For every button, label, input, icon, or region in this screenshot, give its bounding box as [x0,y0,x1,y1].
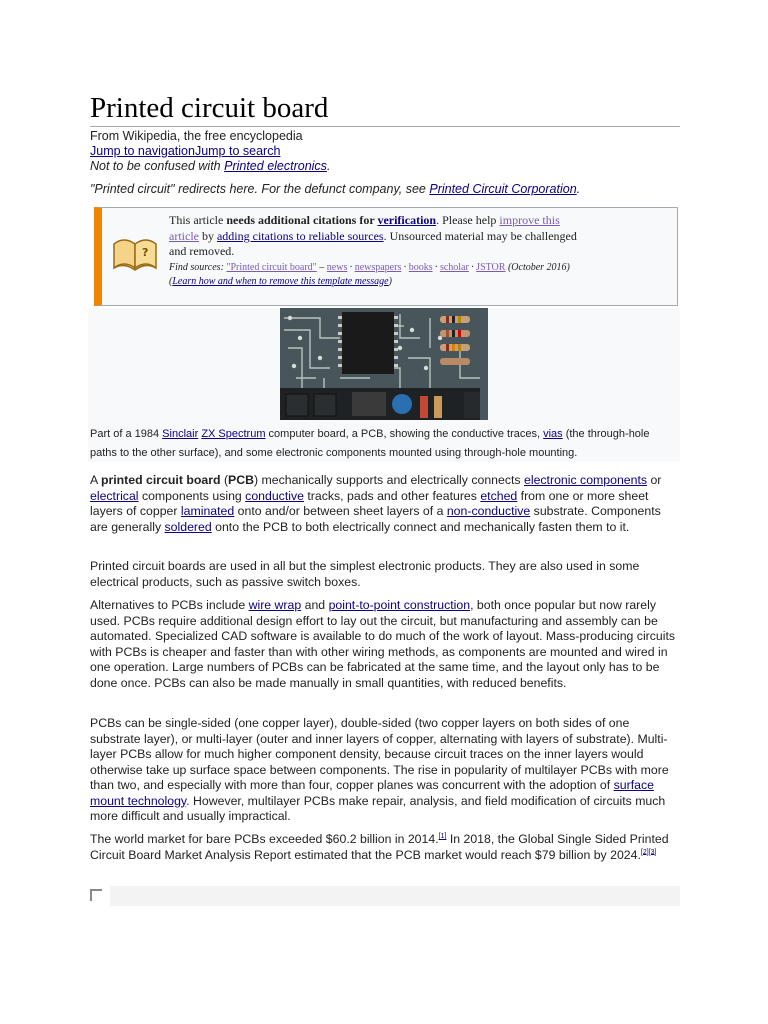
jstor-link[interactable]: JSTOR [476,261,506,273]
text: tracks, pads and other features [303,488,481,503]
separator: · [434,261,438,273]
date-text: (October 2016) ( [169,261,570,287]
electronic-components-link[interactable]: electronic components [524,473,648,487]
vias-link[interactable]: vias [543,428,563,440]
text: – [316,261,327,273]
text: The world market for bare PCBs exceeded $60.2 billion in 2014. [90,832,439,846]
text: onto and/or between sheet layers of a [234,504,447,518]
etched-link[interactable]: etched [480,488,518,503]
soldered-link[interactable]: soldered [164,519,212,534]
hatnote-text: Not to be confused with [90,159,225,173]
surface-mount-technology-link[interactable]: surface mount technology [90,778,654,808]
site-tagline: From Wikipedia, the free encyclopedia [90,129,303,143]
paragraph-layers [90,716,680,825]
paragraph-alternatives [90,598,680,691]
text: Alternatives to PCBs include [90,598,249,612]
search-query-link[interactable]: "Printed circuit board" [226,261,317,273]
text: ( [220,473,229,487]
separator: · [349,261,353,273]
text: computer board, a PCB, showing the conductive traces, [265,428,544,440]
broken-image-icon [90,889,102,901]
separator: · [470,261,475,273]
find-sources [169,261,581,289]
pcb-photo[interactable] [280,308,488,420]
text: . Please help [436,213,500,227]
figure-caption [90,425,678,463]
paragraph-usage: Printed circuit boards are used in all but the simplest electronic products. They are also used in some electrical products, such as passive switch boxes. [90,559,640,589]
jump-links [90,144,280,159]
jump-to-navigation-link[interactable]: Jump to navigation [90,144,195,158]
notice-text [169,213,581,289]
text: components using [138,488,246,503]
bold-abbrev: PCB [228,473,255,487]
paragraph-intro [90,473,680,535]
text: onto the PCB to both electrically connect and mechanically fasten them to it. [211,519,630,534]
text: ) mechanically supports and electrically connects [254,473,524,487]
newspapers-link[interactable]: newspapers [354,261,402,273]
conductive-link[interactable]: conductive [245,488,304,503]
hatnote-not-confused [90,159,330,174]
text: needs additional citations for [226,213,378,227]
learn-how-link[interactable]: Learn how and when to remove this template message [172,275,389,287]
text: or [647,473,662,487]
text: from one or more sheet layers of copper [90,488,649,518]
text: PCBs can be single-sided (one copper layer), double-sided (two copper layers on both sides of one substrate layer), or multi-layer (outer and inner layers of copper, alternating with layers of substrate). Multi-layer PCBs allow for much higher component density, because circuit traces on the inner layers would otherwise take up surface space between components. The rise in popularity of multilayer PCBs with more than two, and especially with more than four, copper planes was concurrent with the adoption of [90,716,669,792]
hatnote-redirect [90,182,580,197]
books-link[interactable]: books [408,261,433,273]
printed-circuit-corporation-link[interactable]: Printed Circuit Corporation [429,182,577,196]
point-to-point-construction-link[interactable]: point-to-point construction [328,598,471,612]
text: . Unsourced material may be challenged and removed. [169,228,577,258]
text: This article [169,213,227,227]
page-title: Printed circuit board [90,92,680,127]
laminated-link[interactable]: laminated [180,504,235,518]
wire-wrap-link[interactable]: wire wrap [248,598,302,612]
sinclair-link[interactable]: Sinclair [162,428,199,440]
jump-to-search-link[interactable]: Jump to search [194,144,281,158]
zx-spectrum-link[interactable]: ZX Spectrum [201,428,266,440]
improve-article-link[interactable]: improve this article [169,213,560,243]
text: by [198,228,217,243]
hatnote-text: "Printed circuit" redirects here. For the defunct company, see [90,182,430,196]
text: (the through-hole paths to the other surface), and some electronic components mounted using through-hole mounting. [90,428,650,459]
news-link[interactable]: news [326,261,348,273]
reference-link[interactable]: [3] [648,848,657,856]
reference-link[interactable]: [1] [438,832,447,840]
text: In 2018, the Global Single Sided Printed Circuit Board Market Analysis Report estimated that the PCB market would reach $79 billion by 2024. [90,832,669,862]
find-sources-label: Find sources: [169,261,227,273]
electrical-link[interactable]: electrical [90,488,139,503]
reference-link[interactable]: [2] [640,848,649,856]
text: and [301,598,329,612]
adding-citations-link[interactable]: adding citations to reliable sources [216,228,384,243]
text: , both once popular but now rarely used. PCBs require additional design effort to lay out the circuit, but manufacturing and assembly can be automated. Specialized CAD software is available to do much of the work of layout. Mass-producing circuits with PCBs is cheaper and faster than with other wiring methods, as components are mounted and wired in one operation. Large numbers of PCBs can be fabricated at the same time, and the layout only has to be done once. PCBs can also be made manually in small quantities, with reduced benefits. [90,598,676,690]
non-conductive-link[interactable]: non-conductive [446,504,531,518]
text: substrate. Components are generally [90,504,661,534]
text: A [90,473,101,487]
svg-text:?: ? [142,246,149,259]
scholar-link[interactable]: scholar [439,261,469,273]
text: Part of a 1984 [90,428,163,440]
separator: · [403,261,407,273]
citation-needed-notice [94,207,678,306]
book-question-icon [110,230,160,274]
verification-link[interactable]: verification [377,213,437,227]
hatnote-text: . [326,159,331,173]
notice-main [169,213,581,260]
partial-content-box [110,886,680,906]
printed-electronics-link[interactable]: Printed electronics [224,159,327,173]
text: ) [388,275,392,287]
bold-term: printed circuit board [100,473,221,487]
text: . However, multilayer PCBs make repair, analysis, and field modification of circuits much more difficult and usually impractical. [90,793,666,823]
hatnote-text: . [576,182,581,196]
paragraph-market [90,832,680,863]
